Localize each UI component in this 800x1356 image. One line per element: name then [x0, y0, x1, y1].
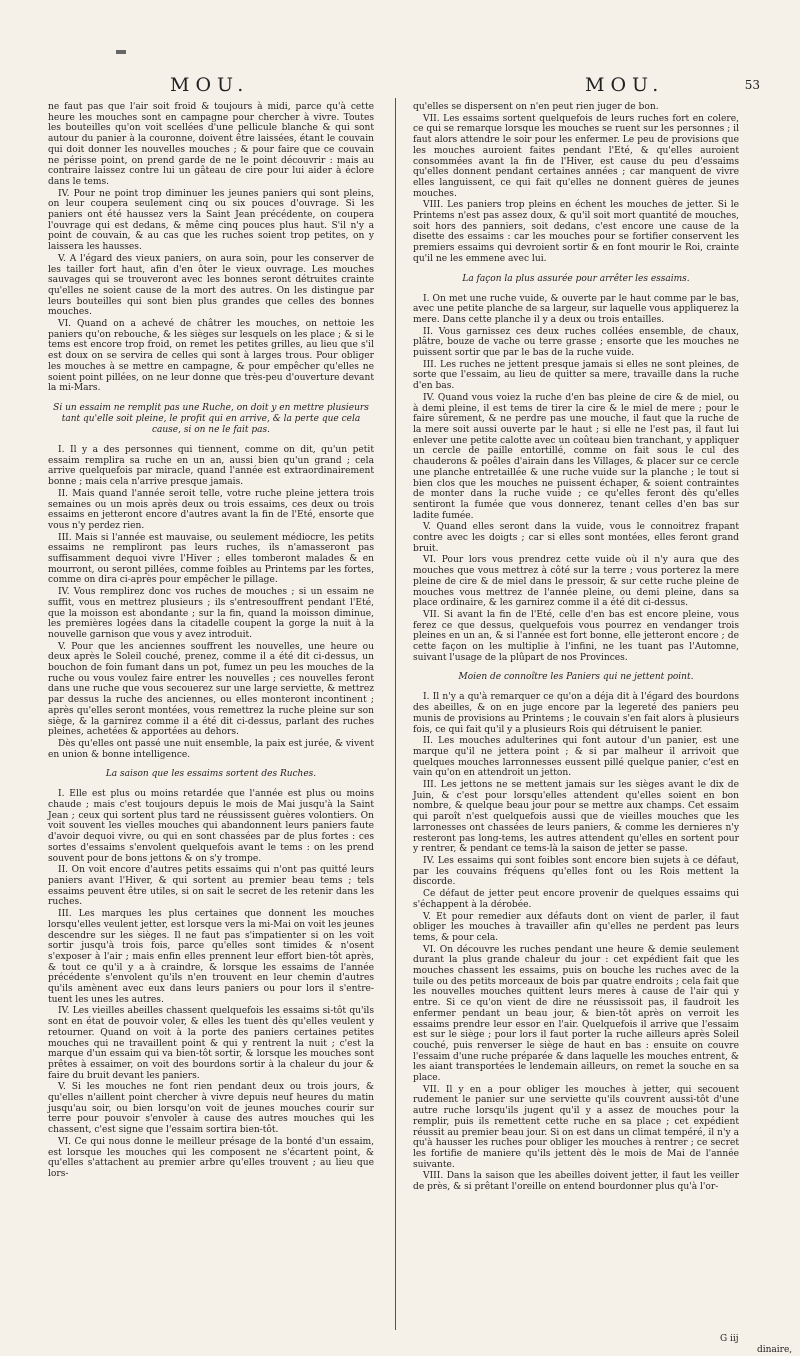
- paragraph: V. Quand elles seront dans la vuide, vous le connoitrez frapant contre avec les doigts ; car si elles sont montées, elles feront grand bruit.: [413, 522, 739, 554]
- paragraph: I. Il n'y a qu'à remarquer ce qu'on a déja dit à l'égard des bourdons des abeilles, & on en juge encore par la legereté des paniers peu munis de provisions au Printems ; le couvain s'en fait alors à plusieurs fois, ce qui fait qu'il y a plusieurs Rois qui détruisent le panier.: [413, 692, 739, 735]
- paragraph: V. Si les mouches ne font rien pendant deux ou trois jours, & qu'elles n'aillent point chercher à vivre depuis neuf heures du matin jusqu'au soir, ou bien lorsqu'on voit de jeunes mouches courir sur terre pour pouvoir s'envoler à cause des autres mouches qui les chassent, c'est signe que l'essaim sortira bien-tôt.: [48, 1082, 374, 1136]
- paragraph: VII. Il y en a pour obliger les mouches à jetter, qui secouent rudement le panier sur une serviette qu'ils couvrent aussi-tôt d'une autre ruche lorsqu'ils jugent qu'il y a assez de mouches pour la remplir, puis ils remettent cette ruche en sa place ; cet expédient réussit au premier beau jour. Si on est dans un climat tempéré, il n'y a qu'à hausser les ruches pour obliger les mouches à rentrer ; ce secret les fortifie de maniere qu'ils jettent dès le mois de Mai de l'année suivante.: [413, 1084, 739, 1170]
- column-rule: [395, 98, 396, 1330]
- paragraph: III. Mais si l'année est mauvaise, ou seulement médiocre, les petits essaims ne rempliront pas leurs ruches, ils n'amasseront pas suffisamment dequoi vivre l'Hiver ; elles tomberont malades & en mourront, ou seront pillées, comme foibles au Printems par les fortes, comme on dira ci-après pour empêcher le pillage.: [48, 532, 374, 586]
- section-heading: Moien de connoître les Paniers qui ne jettent point.: [458, 672, 694, 683]
- section-heading: La façon la plus assurée pour arrêter les essaims.: [462, 273, 690, 284]
- paragraph: Ce défaut de jetter peut encore provenir de quelques essaims qui s'échappent à la dérobée.: [413, 889, 739, 910]
- paragraph: Dès qu'elles ont passé une nuit ensemble, la paix est jurée, & vivent en union & bonne intelligence.: [48, 738, 374, 760]
- paragraph: II. Mais quand l'année seroit telle, votre ruche pleine jettera trois semaines ou un mois après deux ou trois essaims, ces deux ou trois essaims en jetteront encore d'autres avant la fin de l'Eté, ensorte que vous n'y perdez rien.: [48, 488, 374, 531]
- right-column: [413, 102, 739, 1194]
- paragraph: VIII. Dans la saison que les abeilles doivent jetter, il faut les veiller de près, & si prêtant l'oreille on entend bourdonner plus qu'à l'or-: [413, 1171, 739, 1193]
- catchword: dinaire,: [757, 1345, 793, 1355]
- running-head: [40, 74, 760, 102]
- paragraph: I. Elle est plus ou moins retardée que l'année est plus ou moins chaude ; mais c'est toujours depuis le mois de Mai jusqu'à la Saint Jean ; ceux qui sortent plus tard ne réussissent guères volontiers. On voit souvent les vielles mouches qui abandonnent leurs paniers faute d'avoir dequoi vivre, ou qui en sont chassées par de plus fortes : ces sortes d'essaims s'envolent quelquefois avant le tems : on les prend souvent pour de bons jettons & on s'y trompe.: [48, 789, 374, 864]
- paragraph: III. Les ruches ne jettent presque jamais si elles ne sont pleines, de sorte que l'essaim, au lieu de quitter sa mere, travaille dans la ruche d'en bas.: [413, 359, 739, 392]
- left-column: [48, 102, 374, 1181]
- paragraph: V. A l'égard des vieux paniers, on aura soin, pour les conserver de les tailler fort haut, afin d'en ôter le vieux ouvrage. Les mouches sauvages qui se trouveront avec les bonnes seront détruites crainte qu'elles ne soient cause de la mort des autres. On les distingue par leurs bouteilles qui sont bien plus grandes que celles des bonnes mouches.: [48, 253, 374, 318]
- paragraph: II. Vous garnissez ces deux ruches collées ensemble, de chaux, plâtre, bouze de vache ou terre grasse ; ensorte que les mouches ne puissent sortir que par le bas de la ruche vuide.: [413, 326, 739, 359]
- paragraph: V. Et pour remedier aux défauts dont on vient de parler, il faut obliger les mouches à travailler afin qu'elles ne perdent pas leurs tems, & pour cela.: [413, 911, 739, 943]
- paragraph: IV. Vous remplirez donc vos ruches de mouches ; si un essaim ne suffit, vous en mettrez plusieurs ; ils s'entresouffrent pendant l'Eté, que la moisson est abondante ; sur la fin, quand la moisson diminue, les premières logées dans la citadelle coupent la gorge la nuit à la nouvelle garnison que vous y avez introduit.: [48, 587, 374, 640]
- paragraph: IV. Les essaims qui sont foibles sont encore bien sujets à ce défaut, par les couvains fréquens qu'elles font ou les Rois mettent la discorde.: [413, 856, 739, 888]
- paragraph: VI. Pour lors vous prendrez cette vuide où il n'y aura que des mouches que vous mettrez à côté sur la terre ; vous porterez la mere pleine de cire & de miel dans le pressoir, & sur cette ruche pleine de mouches vous mettrez de l'année pleine, ou demi pleine, dans sa place ordinaire, & les garnirez comme il a été dit ci-dessus.: [413, 555, 739, 609]
- signature-mark: G iij: [720, 1334, 739, 1344]
- paragraph: VI. Ce qui nous donne le meilleur présage de la bonté d'un essaim, est lorsque les mouches qui les composent ne s'écartent point, & qu'elles s'attachent au premier arbre qu'elles trouvent ; au lieu que lors-: [48, 1136, 374, 1179]
- paragraph: I. On met une ruche vuide, & ouverte par le haut comme par le bas, avec une petite planche de sa largeur, sur laquelle vous appliquerez la mere. Dans cette planche il y a deux ou trois entailles.: [413, 293, 739, 325]
- ink-mark: [116, 50, 126, 54]
- paragraph: VIII. Les paniers trop pleins en échent les mouches de jetter. Si le Printems n'est pas assez doux, & qu'il soit mort quantité de mouches, soit hors des panniers, soit dedans, c'est encore une cause de la disette des essaims : car les mouches pour se fortifier conservent les premiers essaims qui devroient sortir & en font mourir le Roi, crainte qu'il ne les emmene avec lui.: [413, 200, 739, 264]
- paragraph: III. Les jettons ne se mettent jamais sur les sièges avant le dix de Juin, & c'est pour lorsqu'elles attendent qu'elles soient en bon nombre, & quelque beau jour pour se mettre aux champs. Cet essaim qui paroît n'est quelquefois aussi que de vieilles mouches que les larronesses ont chassées de leurs paniers, & comme les dernieres n'y resteront pas long-tems, les autres attendent qu'elles en sortent pour y rentrer, & pendant ce tems-là la saison de jetter se passe.: [413, 780, 739, 855]
- section-heading: Si un essaim ne remplit pas une Ruche, on doit y en mettre plusieurs tant qu'elle soit pleine, le profit qui en arrive, & la perte que cela cause, si on ne le fait pas.: [53, 402, 369, 435]
- paragraph: III. Les marques les plus certaines que donnent les mouches lorsqu'elles veulent jetter, est lorsque vers la mi-Mai on voit les jeunes descendre sur les sièges. Il ne faut pas s'impatienter si on les voit sortir jusqu'à trois fois, parce qu'elles sont timides & n'osent s'exposer à l'air ; mais enfin elles prennent leur effort bien-tôt après, & tout ce qu'il y a à craindre, & lorsque les essaims de l'année précédente s'envolent qu'ils n'en trouvent en leur chemin d'autres qu'ils amènent avec eux dans leurs paniers ou pour lors il s'entre-tuent les unes les autres.: [48, 909, 374, 1005]
- paragraph: V. Pour que les anciennes souffrent les nouvelles, une heure ou deux après le Soleil couché, prenez, comme il a été dit ci-dessus, un bouchon de foin fumant dans un pot, fumez un peu les mouches de la ruche ou vous voulez faire entrer les nouvelles ; ces nouvelles feront dans une ruche que vous secouerez sur une large serviette, & mettrez par dessus la ruche des anciennes, ou elles monteront incontinent ; après qu'elles seront montées, vous remettrez la ruche pleine sur son siège, & la garnirez comme il a été dit ci-dessus, parlant des ruches pleines, achetées & apportées au dehors.: [48, 641, 374, 738]
- paragraph: VII. Si avant la fin de l'Eté, celle d'en bas est encore pleine, vous ferez ce que dessus, quelquefois vous pourrez en vendanger trois pleines en un an, & si l'année est fort bonne, elle jetteront encore ; de cette façon on les multiplie à l'infini, ne les tuant pas l'Automne, suivant l'usage de la plûpart de nos Provinces.: [413, 609, 739, 663]
- paragraph: ne faut pas que l'air soit froid & toujours à midi, parce qu'à cette heure les mouches sont en campagne pour chercher à vivre. Toutes les bouteilles qu'on voit scellées d'une pellicule blanche & qui sont autour du panier à la couronne, doivent être laissées, étant le couvain qui doit donner les nouvelles mouches ; & pour faire que ce couvain ne périsse point, on prend garde de ne le point découvrir : mais au contraire laissez contre lui un gâteau de cire pour lui aider à éclore dans le tems.: [48, 102, 374, 187]
- page-number: 53: [744, 78, 760, 92]
- paragraph: IV. Pour ne point trop diminuer les jeunes paniers qui sont pleins, on leur coupera seulement cinq ou six pouces d'ouvrage. Si les paniers ont été haussez vers la Saint Jean précédente, on coupera l'ouvrage qui est dedans, & même cinq pouces plus haut. S'il n'y a point de couvain, & au cas que les ruches soient trop petites, on y laissera les hausses.: [48, 188, 374, 253]
- paragraph: II. Les mouches adulterines qui font autour d'un panier, est une marque qu'il ne jettera point ; & si par malheur il arrivoit que quelques mouches larronnesses eussent pillé quelque panier, c'est en vain qu'on en attendroit un jetton.: [413, 736, 739, 779]
- paragraph: VI. Quand on a achevé de châtrer les mouches, on nettoie les paniers qu'on rebouche, & les sièges sur lesquels on les place ; & si le tems est encore trop froid, on remet les petites grilles, au lieu que s'il est doux on se servira de celles qui sont à larges trous. Pour obliger les mouches à se mettre en campagne, & pour empêcher qu'elles ne soient point pillées, on ne leur donne que très-peu d'ouverture devant la mi-Mars.: [48, 319, 374, 394]
- paragraph: qu'elles se dispersent on n'en peut rien juger de bon.: [413, 102, 659, 112]
- right-running-title: MOU.: [585, 74, 665, 96]
- paragraph: IV. Quand vous voiez la ruche d'en bas pleine de cire & de miel, ou à demi pleine, il est tems de tirer la cire & le miel de mere ; pour le faire sûrement, & ne perdre pas une mouche, il faut que la ruche de la mere soit aussi ouverte par le haut ; si elle ne l'est pas, il faut lui enlever une petite calotte avec un coûteau bien tranchant, y appliquer un cercle de paille entortillé, comme on fait sous le cul des chauderons & poêles d'airain dans les Villages, & placer sur ce cercle une planche entretaillée & une ruche vuide sur la planche ; le tout si bien clos que les mouches ne puissent échaper, & soient contraintes de monter dans la ruche vuide ; ce qu'elles feront dès qu'elles sentiront la fumée que vous donnerez, tenant celles d'en bas sur ladite fumée.: [413, 392, 739, 521]
- paragraph: VI. On découvre les ruches pendant une heure & demie seulement durant la plus grande chaleur du jour : cet expédient fait que les mouches chassent les essaims, puis on bouche les ruches avec de la tuile ou des petits morceaux de bois par quatre endroits ; cela fait que les nouvelles mouches quittent leurs meres à cause de l'air qui y entre. Si ce qu'on vient de dire ne réussissoit pas, il faudroit les enfermer pendant un beau jour, & bien-tôt après on verroit les essaims prendre leur essor en l'air. Quelquefois il arrive que l'essaim est sur le siège ; pour lors il faut porter la ruche ailleurs après Soleil couché, puis renverser le siège de haut en bas : ensuite on couvre l'essaim d'une ruche préparée & dans laquelle les mouches entrent, & les aiant transportées le lendemain ailleurs, on remet la souche en sa place.: [413, 944, 739, 1084]
- paragraph: VII. Les essaims sortent quelquefois de leurs ruches fort en colere, ce qui se remarque lorsque les mouches se ruent sur les personnes ; il faut alors attendre le soir pour les enfermer. Le peu de provisions que les mouches auroient faites pendant l'Eté, & qu'elles auroient consommées avant la fin de l'Hiver, est cause du peu d'essaims qu'elles donnent pendant certaines années ; car manquent de vivre elles languissent, ce qui fait qu'elles ne donnent guères de jeunes mouches.: [413, 113, 739, 199]
- section-heading: La saison que les essaims sortent des Ruches.: [105, 769, 317, 780]
- paragraph: II. On voit encore d'autres petits essaims qui n'ont pas quitté leurs paniers avant l'Hiver, & qui sortent au premier beau tems ; tels essaims peuvent être utiles, si on sait le secret de les retenir dans les ruches.: [48, 865, 374, 908]
- paragraph: I. Il y a des personnes qui tiennent, comme on dit, qu'un petit essaim remplira sa ruche en un an, aussi bien qu'un grand ; cela arrive quelquefois par miracle, quand l'année est extraordinairement bonne ; mais cela n'arrive presque jamais.: [48, 444, 374, 488]
- left-running-title: MOU.: [170, 74, 250, 96]
- paragraph: IV. Les vieilles abeilles chassent quelquefois les essaims si-tôt qu'ils sont en état de pouvoir voler, & elles les tuent dès qu'elles veulent y retourner. Quand on voit à la porte des paniers certaines petites mouches qui ne travaillent point & qui y rentrent la nuit ; c'est la marque d'un essaim qui va bien-tôt sortir, & lorsque les mouches sont prêtes à essaimer, on voit des bourdons sortir à la chaleur du jour & faire du bruit devant les paniers.: [48, 1006, 374, 1081]
